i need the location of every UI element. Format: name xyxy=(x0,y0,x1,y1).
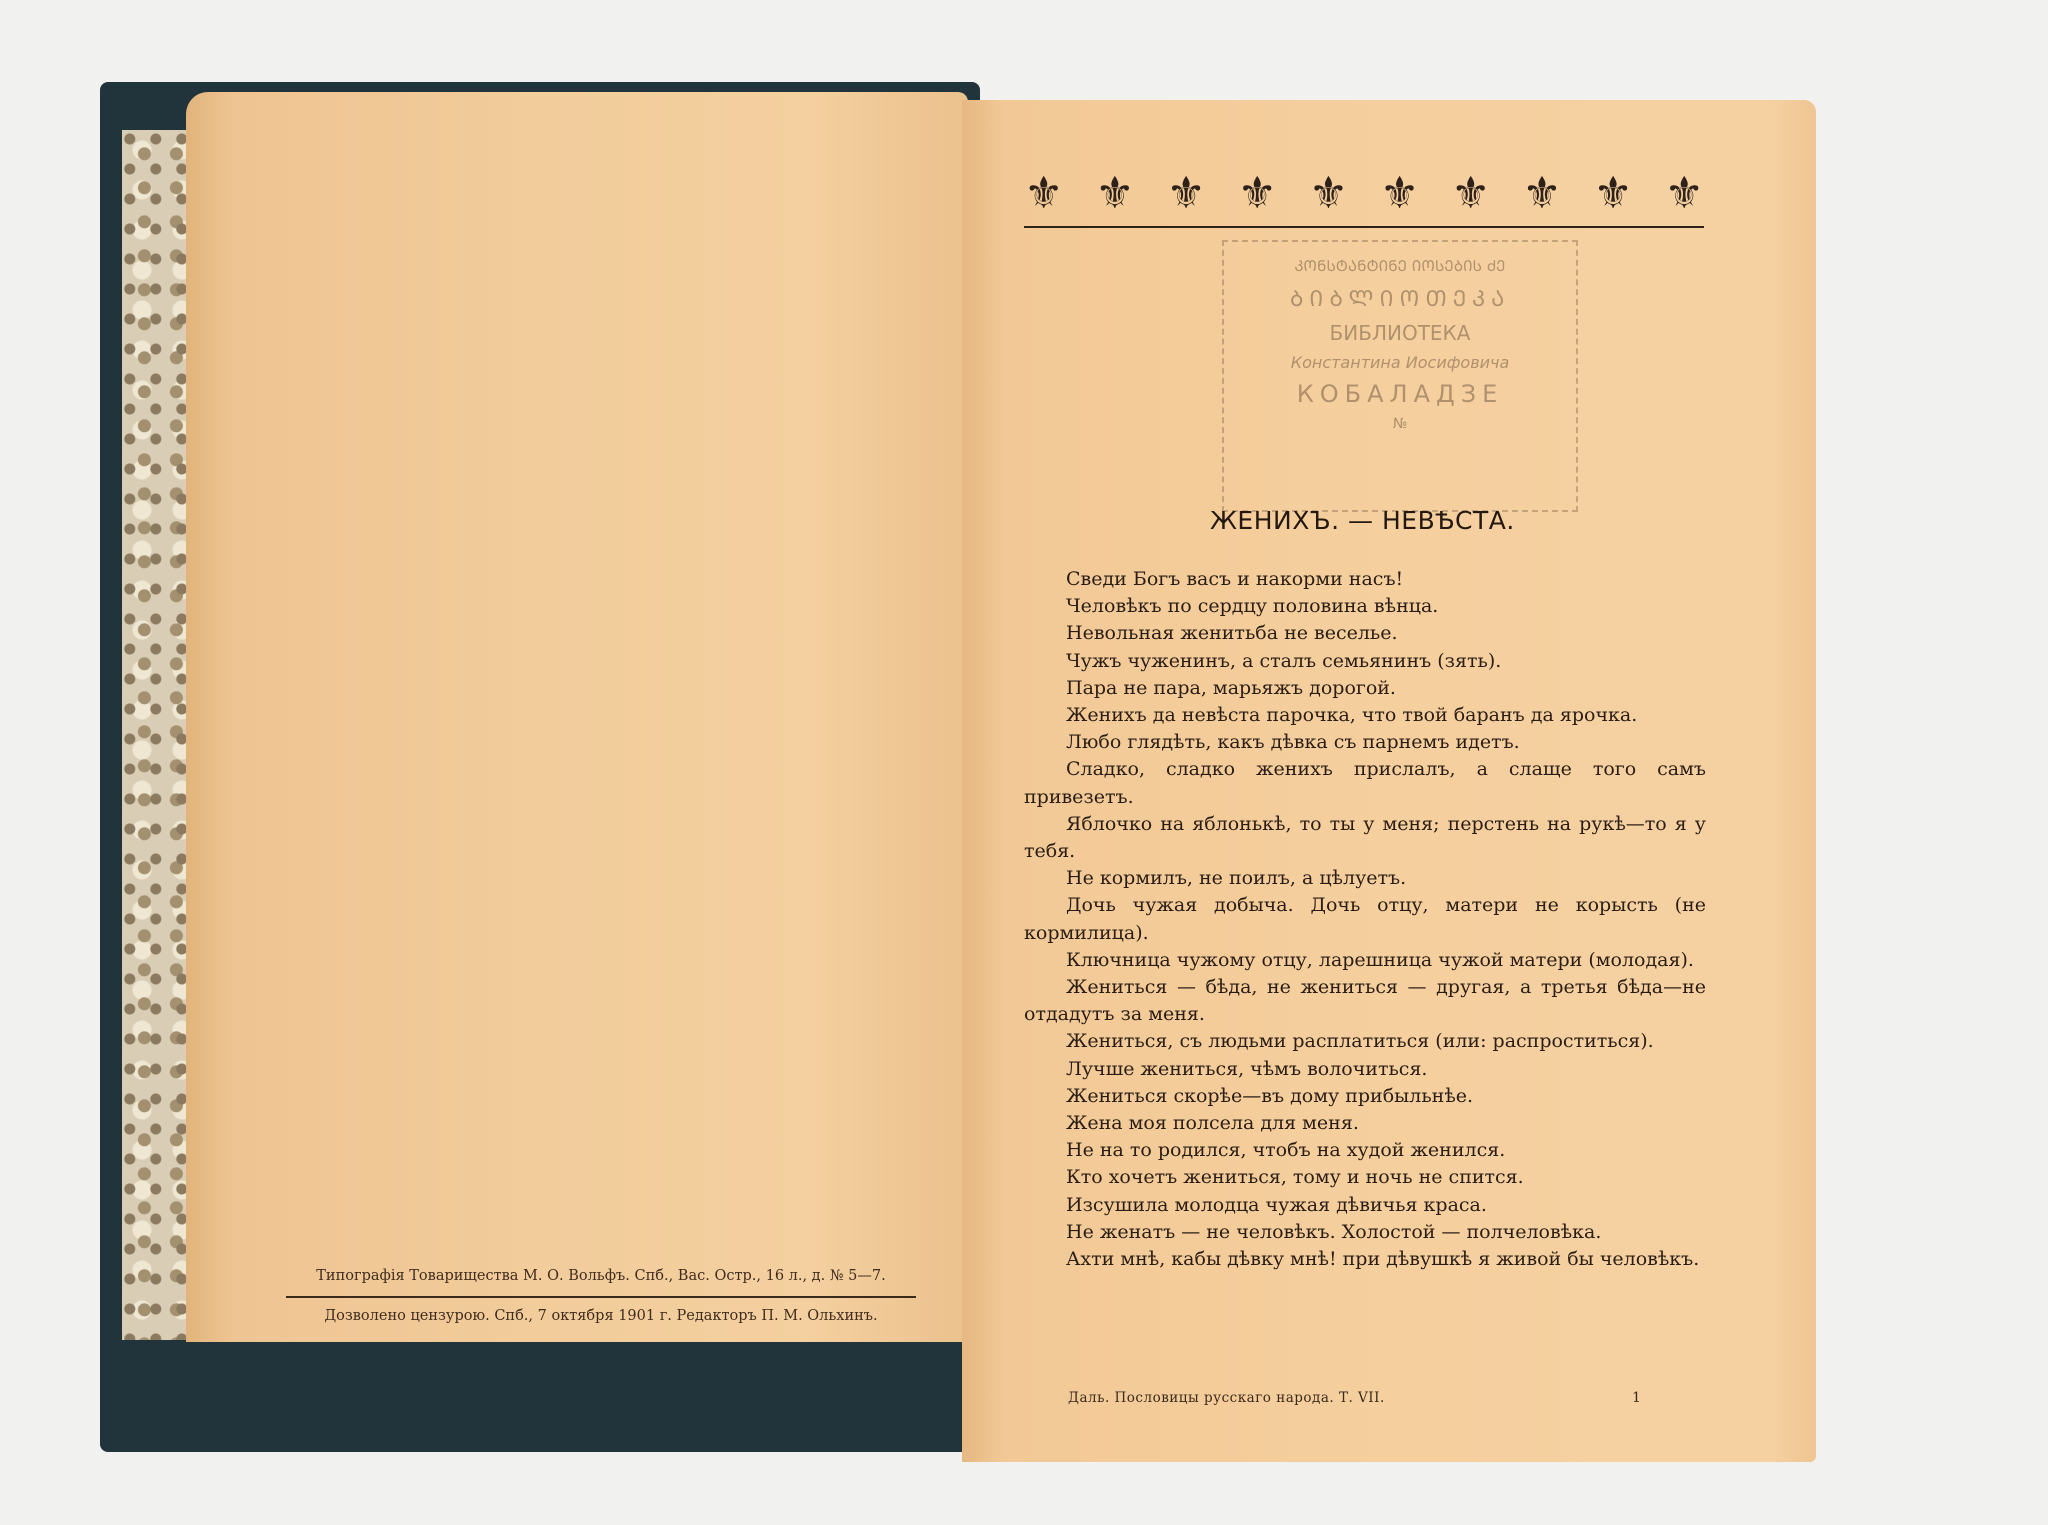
library-stamp xyxy=(1222,240,1578,512)
proverb: Не кормилъ, не поилъ, а цѣлуетъ. xyxy=(1066,867,1407,890)
fleur-ornament-icon: ⚜ xyxy=(1237,168,1277,219)
fleur-ornament-icon: ⚜ xyxy=(1166,168,1206,219)
running-foot: Даль. Пословицы русскаго народа. Т. VII. xyxy=(1068,1390,1385,1406)
proverb: Изсушила молодца чужая дѣвичья краса. xyxy=(1066,1193,1487,1216)
proverb: Яблочко на яблонькѣ, то ты у меня; перстень на рукѣ—то я у тебя. xyxy=(1024,812,1706,863)
proverb: Жена моя полсела для меня. xyxy=(1066,1112,1359,1135)
fleur-ornament-icon: ⚜ xyxy=(1593,168,1633,219)
proverbs-text xyxy=(1024,566,1706,1273)
fleur-ornament-icon: ⚜ xyxy=(1308,168,1349,219)
stamp-line: Константина Иосифовича xyxy=(1290,353,1510,372)
stamp-line: ᲙᲝᲜᲡᲢᲐᲜᲢᲘᲜᲔ ᲘᲝᲡᲔᲑᲘᲡ ᲫᲔ xyxy=(1294,257,1506,275)
proverb: Жениться скорѣе—въ дому прибыльнѣе. xyxy=(1066,1084,1474,1107)
fleur-ornament-icon: ⚜ xyxy=(1379,168,1420,219)
proverb: Ключница чужому отцу, ларешница чужой матери (молодая). xyxy=(1066,948,1694,971)
proverb: Пара не пара, марьяжъ дорогой. xyxy=(1066,676,1396,699)
page-number: 1 xyxy=(1632,1390,1641,1406)
printer-imprint xyxy=(286,1268,916,1324)
proverb: Человѣкъ по сердцу половина вѣнца. xyxy=(1066,595,1439,618)
proverb: Дочь чужая добыча. Дочь отцу, матери не корысть (не кормилица). xyxy=(1024,894,1706,944)
stamp-line: ᲑᲘᲑᲚᲘᲝᲗᲔᲙᲐ xyxy=(1289,287,1511,312)
fleur-ornament-icon: ⚜ xyxy=(1095,168,1135,219)
stamp-line: КОБАЛАДЗЕ xyxy=(1296,380,1504,408)
ornament-rule xyxy=(1024,226,1704,228)
fleur-ornament-icon: ⚜ xyxy=(1024,168,1064,219)
stamp-line: № xyxy=(1392,416,1408,432)
proverb: Лучше жениться, чѣмъ волочиться. xyxy=(1066,1057,1428,1080)
proverb: Сладко, сладко женихъ прислалъ, а слаще того самъ привезетъ. xyxy=(1024,758,1706,808)
proverb: Ахти мнѣ, кабы дѣвку мнѣ! при дѣвушкѣ я живой бы человѣкъ. xyxy=(1066,1248,1700,1271)
stamp-line: БИБЛИОТЕКА xyxy=(1329,321,1471,345)
imprint-line-censor: Дозволено цензурою. Спб., 7 октября 1901 г. Редакторъ П. М. Ольхинъ. xyxy=(324,1308,878,1324)
proverb: Не женатъ — не человѣкъ. Холостой — полчеловѣка. xyxy=(1066,1220,1602,1243)
imprint-line-printer: Типографія Товарищества М. О. Вольфъ. Спб., Вас. Остр., 16 л., д. № 5—7. xyxy=(286,1268,916,1298)
proverb: Невольная женитьба не веселье. xyxy=(1066,622,1398,645)
header-ornament xyxy=(1024,168,1704,219)
proverb: Не на то родился, чтобъ на худой женился. xyxy=(1066,1139,1506,1162)
proverb: Кто хочетъ жениться, тому и ночь не спится. xyxy=(1066,1166,1524,1189)
proverb: Жениться — бѣда, не жениться — другая, а третья бѣда—не отдадутъ за меня. xyxy=(1024,976,1706,1026)
fleur-ornament-icon: ⚜ xyxy=(1522,168,1562,219)
section-heading: ЖЕНИХЪ. — НЕВѢСТА. xyxy=(1210,506,1515,535)
proverb: Любо глядѣть, какъ дѣвка съ парнемъ идетъ. xyxy=(1066,731,1520,754)
proverb: Сведи Богъ васъ и накорми насъ! xyxy=(1066,568,1404,590)
fleur-ornament-icon: ⚜ xyxy=(1451,168,1491,219)
fleur-ornament-icon: ⚜ xyxy=(1664,168,1704,219)
proverb: Чужъ чуженинъ, а сталъ семьянинъ (зять). xyxy=(1066,649,1502,672)
proverb: Жениться, съ людьми расплатиться (или: распроститься). xyxy=(1066,1030,1654,1053)
left-page xyxy=(186,92,968,1342)
proverb: Женихъ да невѣста парочка, что твой баранъ да ярочка. xyxy=(1066,704,1638,727)
